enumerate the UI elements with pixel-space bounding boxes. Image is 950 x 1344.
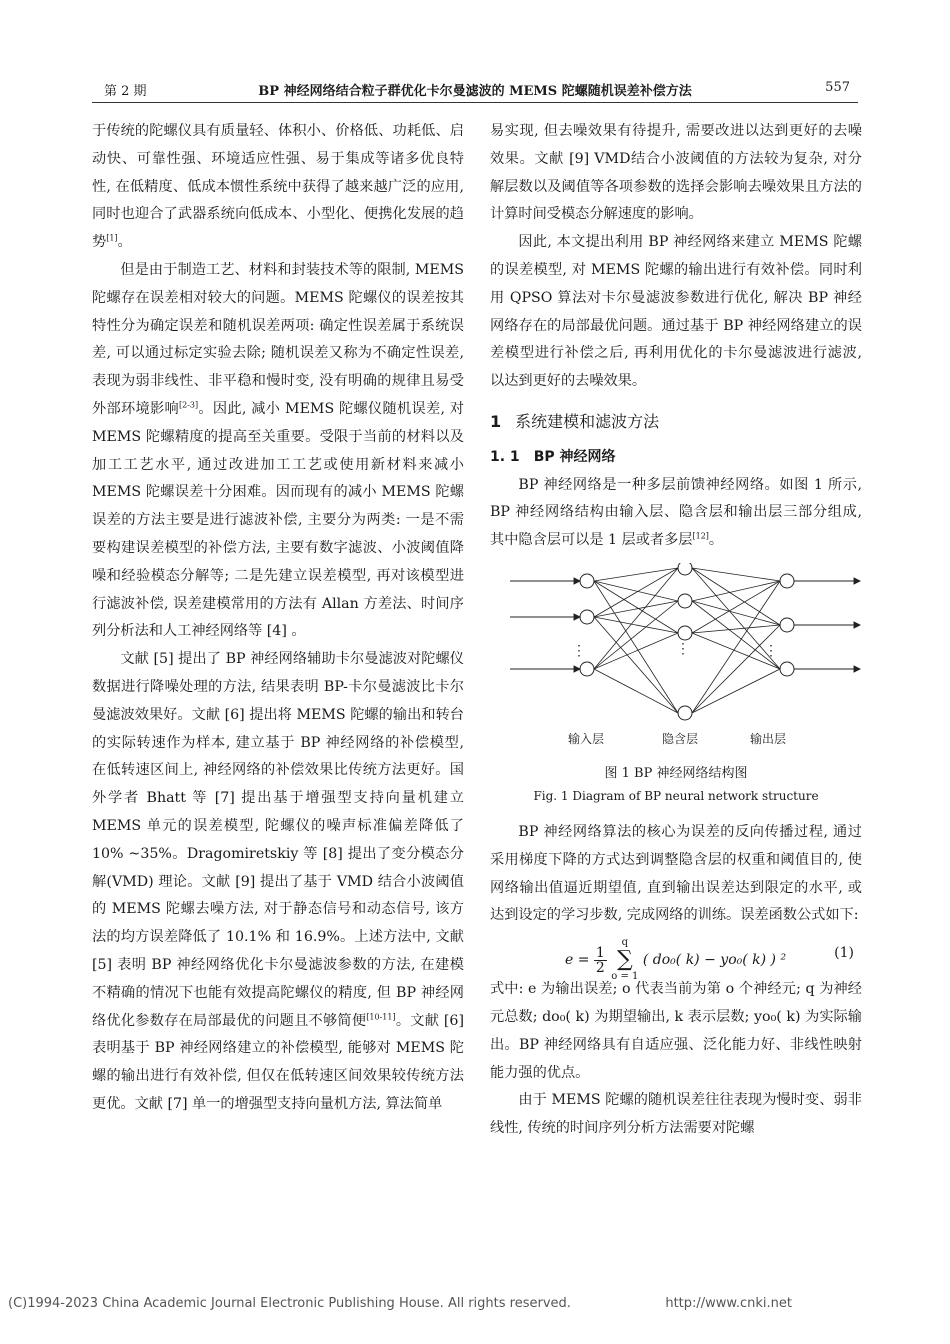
hidden-node (678, 706, 692, 720)
connection-edge (594, 581, 678, 601)
connection-edge (594, 568, 678, 669)
paragraph-3: 文献 [5] 提出了 BP 神经网络辅助卡尔曼滤波对陀螺仪数据进行降噪处理的方法, 结果表明 BP-卡尔曼滤波比卡尔曼滤波效果好。文献 [6] 提出将 MEMS 陀螺的输出和转台的实际转速作为样本, 建立基于 BP 神经网络的补偿模型, 在低转速区间上, 神经网络的补偿效果比传统方法更好。国外学者 Bhatt 等 [7] 提出基于增强型支持向量机建立 MEMS 单元的误差模型, 陀螺仪的噪声标准偏差降低了 10% ~35%。Dragomiretskiy 等 [8] 提出了变分模态分解(VMD) 理论。文献 [9] 提出了基于 VMD 结合小波阈值的 MEMS 陀螺去噪方法, 对于静态信号和动态信号, 该方法的均方误差降低了 10.1% 和 16.9%。上述方法中, 文献 [5] 表明 BP 神经网络优化卡尔曼滤波参数的方法, 在建模不精确的情况下也能有效提高陀螺仪的精度, 但 BP 神经网络优化参数存在局部最优的问题且不够简便[10-11]。文献 [6] 表明基于 BP 神经网络建立的补偿模型, 能够对 MEMS 陀螺的输出进行有效补偿, 但仅在低转速区间效果较传统方法更优。文献 [7] 单一的增强型支持向量机方法, 算法简单 (92, 651, 464, 1112)
connection-edge (692, 669, 780, 713)
connection-edge (594, 617, 678, 713)
output-node (780, 662, 794, 676)
input-ellipsis: ⋮ (572, 642, 586, 659)
connection-edge (692, 581, 780, 601)
input-node (580, 574, 594, 588)
input-arrow-head (574, 614, 580, 620)
connection-edge (692, 568, 780, 625)
connection-edge (594, 568, 678, 581)
paragraph-1: 于传统的陀螺仪具有质量轻、体积小、价格低、功耗低、启动快、可靠性强、环境适应性强、易于集成等诸多优良特性, 在低精度、低成本惯性系统中获得了越来越广泛的应用, 同时也迎合了武器系统向低成本、小型化、便携化发展的趋势[1]。 (92, 123, 464, 251)
io-arrows (510, 578, 860, 672)
equation-sum: q ∑ o = 1 (611, 937, 639, 983)
connection-edge (692, 581, 780, 633)
paragraph-4: 易实现, 但去噪效果有待提升, 需要改进以达到更好的去噪效果。文献 [9] VMD结合小波阈值的方法较为复杂, 对分解层数以及阈值等各项参数的选择会影响去噪效果且方法的计算时间受模态分解速度的影响。 (490, 123, 862, 223)
output-layer-label: 输出层 (750, 731, 787, 746)
paragraph-2: 但是由于制造工艺、材料和封装技术等的限制, MEMS 陀螺存在误差相对较大的问题。MEMS 陀螺仪的误差按其特性分为确定误差和随机误差两项: 确定性误差属于系统误差, 可以通过标定实验去除; 随机误差又称为不确定性误差, 表现为弱非线性、非平稳和慢时变, 没有明确的规律且易受外部环境影响[2-3]。因此, 减小 MEMS 陀螺仪随机误差, 对 MEMS 陀螺精度的提高至关重要。受限于当前的材料以及加工工艺水平, 通过改进加工工艺或使用新材料来减小 MEMS 陀螺误差十分困难。因而现有的减小 MEMS 陀螺误差的方法主要是进行滤波补偿, 主要分为两类: 一是不需要构建误差模型的补偿方法, 主要有数字滤波、小波阈值降噪和经验模态分解等; 二是先建立误差模型, 再对该模型进行滤波补偿, 误差建模常用的方法有 Allan 方差法、时间序列分析法和人工神经网络等 [4] 。 (92, 261, 464, 640)
input-node (580, 610, 594, 624)
paragraph-5: 因此, 本文提出利用 BP 神经网络来建立 MEMS 陀螺的误差模型, 对 MEMS 陀螺的输出进行有效补偿。同时利用 QPSO 算法对卡尔曼滤波参数进行优化, 解决 BP 神经网络存在的局部最优问题。通过基于 BP 神经网络建立的误差模型进行补偿之后, 再利用优化的卡尔曼滤波进行滤波, 以达到更好的去噪效果。 (490, 234, 862, 390)
running-header (92, 78, 858, 103)
output-arrow-head (854, 622, 860, 628)
output-arrow-head (854, 666, 860, 672)
equation-number: (1) (834, 945, 854, 962)
page-number: 557 (825, 80, 850, 95)
output-node (780, 574, 794, 588)
subsection-heading: 1. 1 BP 神经网络 (490, 448, 616, 465)
connection-edge (594, 601, 678, 617)
running-title: BP 神经网络结合粒子群优化卡尔曼滤波的 MEMS 陀螺随机误差补偿方法 (258, 84, 692, 99)
input-layer-label: 输入层 (568, 731, 605, 746)
output-ellipsis: ⋮ (764, 642, 778, 659)
input-arrow-head (574, 666, 580, 672)
section-heading: 1 系统建模和滤波方法 (490, 411, 660, 431)
input-node (580, 662, 594, 676)
connection-edge (594, 633, 678, 669)
equation-1: e = $\frac{1}{2}$ q ∑ o = 1 ( do₀( k) − yo₀( k) ) ² (1) (565, 937, 854, 983)
citation: [2-3] (178, 400, 199, 410)
citation: [12] (692, 531, 709, 541)
connection-edge (692, 625, 780, 633)
issue-number: 第 2 期 (104, 84, 147, 99)
paragraph-9: 由于 MEMS 陀螺的随机误差往往表现为慢时变、弱非线性, 传统的时间序列分析方法需要对陀螺 (490, 1092, 862, 1137)
figure-1-network-diagram (490, 563, 862, 761)
connection-edge (594, 568, 678, 617)
connection-edge (692, 601, 780, 625)
hidden-ellipsis: ⋮ (676, 640, 690, 657)
connection-edge (594, 601, 678, 669)
paragraph-7: BP 神经网络算法的核心为误差的反向传播过程, 通过采用梯度下降的方式达到调整隐含层的权重和阈值目的, 使网络输出值逼近期望值, 直到输出误差达到限定的水平, 或达到设定的学习步数, 完成网络的训练。误差函数公式如下: (490, 823, 862, 924)
hidden-node (678, 626, 692, 640)
citation: [1] (106, 233, 118, 243)
footer-url[interactable]: http://www.cnki.net (665, 1296, 792, 1311)
citation: [10-11] (366, 1011, 396, 1021)
connection-edge (594, 669, 678, 713)
hidden-node (678, 563, 692, 575)
copyright-notice: (C)1994-2023 China Academic Journal Electronic Publishing House. All rights reserved. (8, 1296, 571, 1311)
network-diagram-svg (490, 563, 862, 761)
equation-fraction: $\frac{1}{2}$ (595, 944, 605, 976)
right-column (490, 118, 862, 1143)
output-node (780, 618, 794, 632)
paragraph-6: BP 神经网络是一种多层前馈神经网络。如图 1 所示, BP 神经网络结构由输入层、隐含层和输出层三部分组成, 其中隐含层可以是 1 层或者多层[12]。 (490, 476, 862, 549)
output-arrow-head (854, 578, 860, 584)
input-arrow-head (574, 578, 580, 584)
connection-edge (692, 568, 780, 581)
hidden-layer-label: 隐含层 (662, 731, 699, 746)
figure-caption-cn: 图 1 BP 神经网络结构图 (604, 765, 748, 781)
connection-edge (594, 581, 678, 713)
hidden-node (678, 594, 692, 608)
figure-caption-en: Fig. 1 Diagram of BP neural network structure (533, 788, 819, 803)
paragraph-8: 式中: e 为输出误差; o 代表当前为第 o 个神经元; q 为神经元总数; do₀( k) 为期望输出, k 表示层数; yo₀( k) 为实际输出。BP 神经网络具有自适应强、泛化能力好、非线性映射能力强的优点。 (490, 981, 862, 1081)
left-column (92, 118, 464, 1119)
